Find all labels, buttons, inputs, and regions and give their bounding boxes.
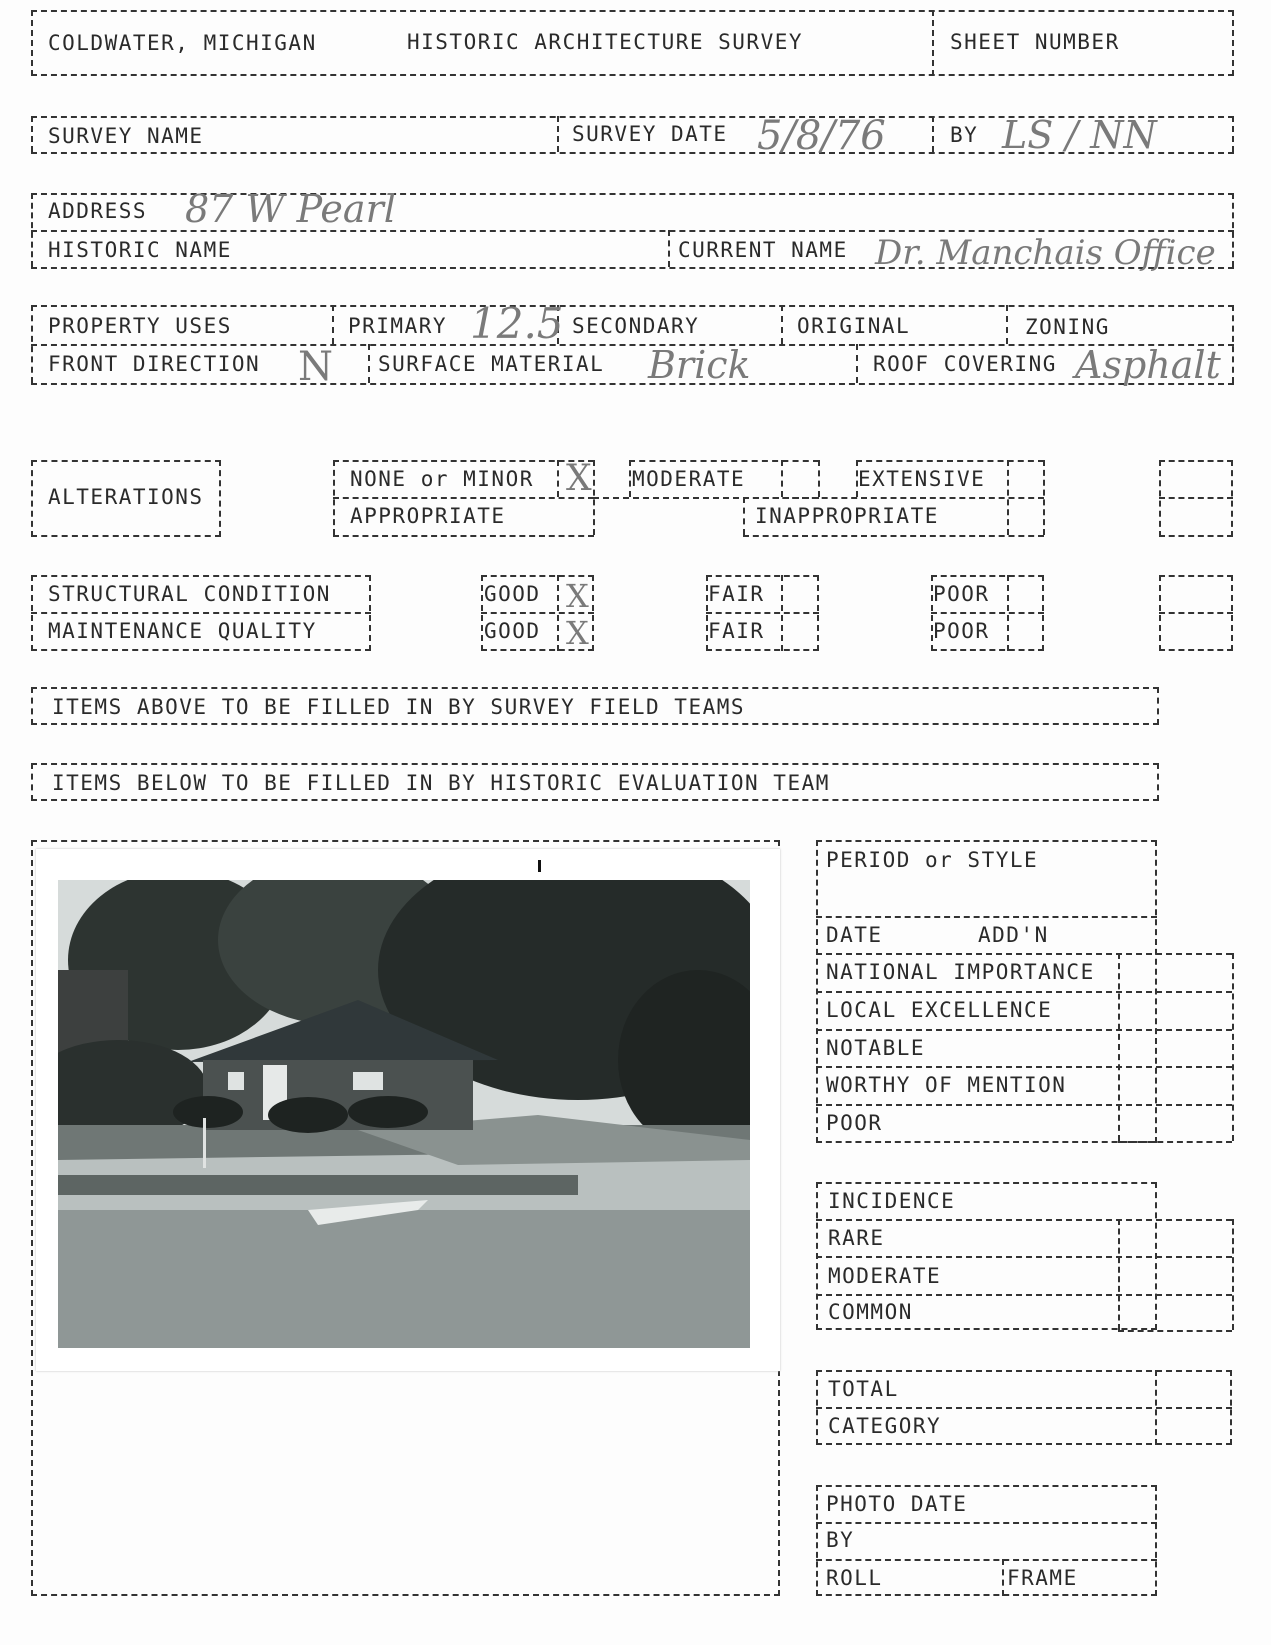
rule [1118,1219,1120,1330]
roll-label: ROLL [826,1566,883,1590]
structural-good-mark[interactable]: X [566,577,589,615]
original-label: ORIGINAL [797,314,911,338]
rule [781,305,783,344]
none-minor-mark[interactable]: X [566,458,592,499]
rule [816,1219,1232,1221]
current-name-label: CURRENT NAME [678,238,848,262]
rule [856,344,858,383]
rule [31,305,1234,307]
moderate-incidence-label: MODERATE [828,1264,942,1288]
rule [816,953,1232,955]
note-below: ITEMS BELOW TO BE FILLED IN BY HISTORIC EVALUATION TEAM [52,771,830,795]
rule [743,497,745,535]
rule [1159,612,1233,614]
primary-label: PRIMARY [348,314,448,338]
rule [332,305,334,344]
note-above: ITEMS ABOVE TO BE FILLED IN BY SURVEY FIELD TEAMS [52,695,746,719]
common-label: COMMON [828,1300,913,1324]
rule [333,497,594,499]
rule [557,460,559,497]
by-label: BY [950,123,979,147]
frame-label: FRAME [1007,1566,1078,1590]
photo-by-label: BY [826,1528,855,1552]
good-label-structural: GOOD [484,582,541,606]
rule [31,344,1234,346]
rule [1007,460,1009,535]
fair-label-structural: FAIR [708,582,765,606]
rule [743,497,1044,499]
rule [932,116,934,152]
current-name-value: Dr. Manchais Office [875,233,1216,273]
rule [816,1407,1232,1409]
rule [1118,1330,1232,1332]
address-value: 87 W Pearl [185,187,396,231]
building-photo-image [58,880,750,1348]
rule [1232,193,1234,267]
rule [816,916,1157,918]
rule [816,1029,1232,1031]
none-minor-label: NONE or MINOR [350,467,534,491]
rule [557,116,559,152]
rule [1118,953,1120,1141]
rule [1118,1141,1232,1143]
rule [1155,1370,1157,1445]
fair-label-maintenance: FAIR [708,619,765,643]
survey-date-label: SURVEY DATE [572,122,728,146]
good-label-maintenance: GOOD [484,619,541,643]
rule [1232,1219,1234,1330]
rule [856,460,1044,462]
alterations-label: ALTERATIONS [48,485,204,509]
rule [333,460,594,462]
rule [781,575,783,651]
survey-name-label: SURVEY NAME [48,124,204,148]
front-direction-value: N [298,344,333,390]
roof-covering-value: Asphalt [1075,343,1221,387]
rule [816,1294,1232,1296]
local-excellence-label: LOCAL EXCELLENCE [826,998,1053,1022]
appropriate-label: APPROPRIATE [350,504,506,528]
rule [31,305,33,383]
rule [1232,953,1234,1141]
photo-tick-mark [538,860,541,872]
rare-label: RARE [828,1226,885,1250]
date-label: DATE [826,923,883,947]
rule [816,991,1232,993]
rule [1232,305,1234,383]
by-value: LS / NN [1002,113,1157,157]
primary-value: 12.5 [470,299,564,348]
rule [931,612,1044,614]
rule [818,460,820,497]
rule [31,116,33,152]
category-label: CATEGORY [828,1414,942,1438]
address-label: ADDRESS [48,199,148,223]
rule [31,612,371,614]
total-label: TOTAL [828,1377,899,1401]
poor-label-structural: POOR [933,582,990,606]
rule [668,230,670,267]
notable-label: NOTABLE [826,1036,926,1060]
rule [706,612,819,614]
maintenance-quality-label: MAINTENANCE QUALITY [48,619,317,643]
property-uses-label: PROPERTY USES [48,314,232,338]
rule [31,193,33,267]
front-direction-label: FRONT DIRECTION [48,352,261,376]
photo-date-label: PHOTO DATE [826,1492,968,1516]
rule [816,1104,1232,1106]
building-photo [58,880,750,1348]
moderate-label: MODERATE [632,467,746,491]
worthy-of-mention-label: WORTHY OF MENTION [826,1073,1067,1097]
rule [816,1522,1157,1524]
rule [743,535,1044,537]
poor-label: POOR [826,1111,883,1135]
rule [781,460,783,497]
survey-date-value: 5/8/76 [757,113,886,159]
addn-label: ADD'N [978,923,1049,947]
rule [333,460,335,535]
structural-condition-label: STRUCTURAL CONDITION [48,582,331,606]
inappropriate-label: INAPPROPRIATE [755,504,939,528]
surface-material-label: SURFACE MATERIAL [378,352,605,376]
header-divider [932,10,934,76]
maintenance-good-mark[interactable]: X [566,614,589,652]
rule [816,1066,1232,1068]
incidence-label: INCIDENCE [828,1189,956,1213]
poor-label-maintenance: POOR [933,619,990,643]
rule [1006,305,1008,344]
historic-name-label: HISTORIC NAME [48,238,232,262]
roof-covering-label: ROOF COVERING [873,352,1057,376]
rule [368,344,370,383]
rule [1232,116,1234,152]
form-title: HISTORIC ARCHITECTURE SURVEY [407,30,804,54]
sheet-number-label: SHEET NUMBER [950,30,1120,54]
rule [1002,1559,1004,1596]
rule [816,1559,1157,1561]
rule [31,383,1234,385]
city-label: COLDWATER, MICHIGAN [48,31,317,55]
rule [629,460,631,497]
zoning-label: ZONING [1025,315,1110,339]
rule [1007,575,1009,651]
rule [1043,460,1045,535]
extensive-label: EXTENSIVE [858,467,986,491]
rule [333,535,594,537]
rule [629,460,819,462]
surface-material-value: Brick [648,343,751,387]
national-importance-label: NATIONAL IMPORTANCE [826,960,1095,984]
secondary-label: SECONDARY [572,314,700,338]
rule [557,575,559,651]
rule [1159,497,1233,499]
period-style-label: PERIOD or STYLE [826,848,1039,872]
rule [816,1256,1232,1258]
